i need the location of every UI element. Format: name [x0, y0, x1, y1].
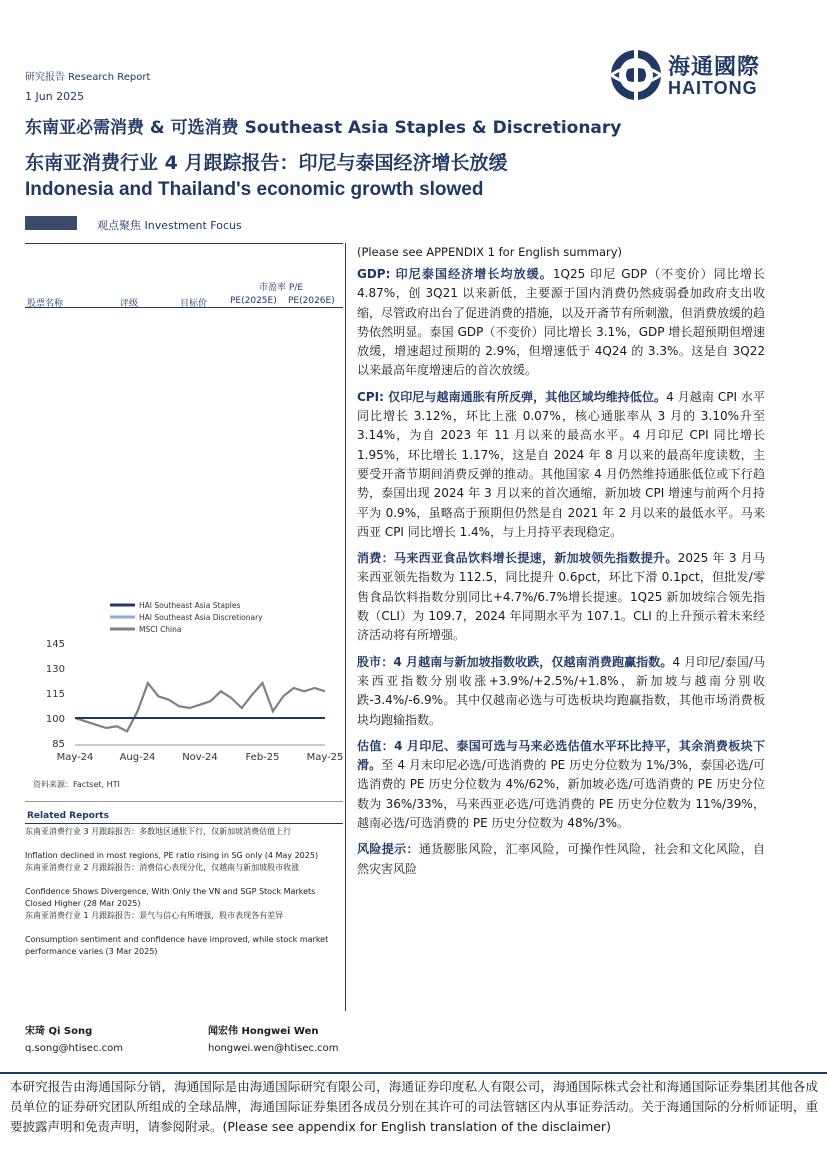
logo-text-cn: 海通國際: [668, 55, 761, 80]
summary-column: [357, 245, 765, 886]
chart-source: 资料来源：Factset, HTI: [33, 780, 120, 789]
pe-group-header: 市盈率 P/E: [259, 283, 304, 293]
column-separator: [345, 243, 346, 1011]
related-reports-title: Related Reports: [27, 811, 109, 821]
related-report-link[interactable]: Inflation declined in most regions, PE ratio rising in SG only (4 May 2025): [25, 851, 319, 860]
cpi-paragraph: [357, 388, 765, 542]
author-2: [208, 1023, 339, 1057]
risk-heading: 风险提示：: [357, 842, 419, 857]
disclaimer-footer: 本研究报告由海通国际分销，海通国际是由海通国际研究有限公司，海通证券印度私人有限公司，海通国际株式会社和海通国际证券集团其他各成员单位的证券研究团队所组成的全球品牌，海通国际证券集团各成员分别在其许可的司法管辖区内从事证券活动。关于海通国际的分析师证明，重要披露声明和免责声明，请参阅附录。(Please see appendix for English translation of the disclaimer): [10, 1079, 818, 1134]
related-report-link[interactable]: 东南亚消费行业 3 月跟踪报告：多数地区通胀下行，仅新加坡消费估值上行: [25, 827, 292, 836]
author-name: 闻宏伟 Hongwei Wen: [208, 1026, 319, 1037]
related-report-link[interactable]: Consumption sentiment and confidence have improved, while stock market performance varies (3 Mar 2025): [25, 935, 329, 956]
chart-bottom-rule: [25, 801, 343, 802]
related-report-link[interactable]: 东南亚消费行业 2 月跟踪报告：消费信心表现分化，仅越南与新加坡股市收涨: [25, 863, 300, 872]
related-report-link[interactable]: 东南亚消费行业 1 月跟踪报告：景气与信心有所增强，股市表现各有差异: [25, 911, 284, 920]
col-rating: 评级: [120, 299, 139, 309]
x-tick-label: Nov-24: [182, 752, 218, 763]
related-report-link[interactable]: Confidence Shows Divergence, With Only the VN and SGP Stock Markets Closed Higher (28 Mar 2025): [25, 887, 316, 908]
author-1: [25, 1023, 123, 1057]
col-target-price: 目标价: [180, 299, 208, 309]
report-title-en: Indonesia and Thailand's economic growth slowed: [25, 179, 484, 200]
y-tick-label: 100: [45, 714, 65, 725]
author-name: 宋琦 Qi Song: [25, 1026, 93, 1037]
y-tick-label: 145: [45, 639, 65, 650]
x-tick-label: Feb-25: [245, 752, 280, 763]
left-sidebar: [25, 243, 343, 1003]
risk-body: 通货膨胀风险，汇率风险，可操作性风险，社会和文化风险，自然灾害风险: [357, 842, 765, 876]
risk-paragraph: [357, 840, 765, 879]
x-tick-label: May-25: [306, 752, 343, 763]
legend-label: MSCI China: [139, 625, 182, 634]
cpi-heading: CPI: 仅印尼与越南通胀有所反弹，其他区域均维持低位。: [357, 389, 667, 404]
report-title-cn: 东南亚消费行业 4 月跟踪报告：印尼与泰国经济增长放缓: [25, 152, 508, 174]
legend-label: HAI Southeast Asia Discretionary: [139, 613, 263, 622]
y-tick-label: 115: [45, 689, 65, 700]
gdp-body: 1Q25 印尼 GDP（不变价）同比增长 4.87%，创 3Q21 以来新低，主要源于国内消费仍然疲弱叠加政府支出收缩，尽管政府出台了促进消费的措施，以及开斋节有所刺激，但消费放缓的趋势依然明显。泰国 GDP（不变价）同比增长 3.1%，GDP 增长超预期但增速放缓，增速超过预期的 2.9%，但增速低于 4Q24 的 3.3%。这是自 3Q22 以来最高年度增速后的首次放缓。: [357, 267, 766, 378]
focus-marker: [25, 216, 77, 230]
consumption-heading: 消费：马来西亚食品饮料增长提速，新加坡领先指数提升。: [357, 551, 678, 566]
x-tick-label: Aug-24: [119, 752, 156, 763]
author-email[interactable]: q.song@htisec.com: [25, 1043, 123, 1054]
related-reports-rule: [25, 823, 343, 824]
report-date: 1 Jun 2025: [25, 90, 85, 103]
table-header-rule: [25, 307, 343, 308]
stock-market-paragraph: [357, 653, 765, 730]
consumption-paragraph: [357, 549, 765, 645]
valuation-body: 至 4 月末印尼必选/可选消费的 PE 历史分位数为 1%/3%，泰国必选/可选消费的 PE 历史分位数为 4%/62%，新加坡必选/可选消费的 PE 历史分位数为 36%/33%，马来西亚必选/可选消费的 PE 历史分位数为 11%/39%，越南必选/可选消费的 PE 历史分位数为 48%/3%。: [357, 758, 765, 831]
y-tick-label: 130: [45, 664, 65, 675]
report-type: 研究报告 Research Report: [25, 72, 151, 83]
valuation-paragraph: [357, 737, 765, 833]
consumption-body: 2025 年 3 月马来西亚领先指数为 112.5，同比提升 0.6pct，环比下滑 0.1pct，但批发/零售食品饮料指数分别同比+4.7%/6.7%增长提速。1Q25 新加坡综合领先指数（CLI）为 109.7，2024 年同期水平为 107.1。CLI 的上升预示着未来经济活动将有所增强。: [357, 551, 765, 643]
gdp-heading: GDP: 印尼泰国经济增长均放缓。: [357, 267, 553, 281]
legend-label: HAI Southeast Asia Staples: [139, 601, 241, 610]
sector-title: 东南亚必需消费 & 可选消费 Southeast Asia Staples & Discretionary: [25, 118, 622, 138]
gdp-paragraph: [357, 265, 765, 381]
appendix-note: (Please see APPENDIX 1 for English summary): [357, 245, 623, 259]
stock-market-body: 4 月印尼/泰国/马来西亚指数分别收涨+3.9%/+2.5%/+1.8%，新加坡与越南分别收跌-3.4%/-6.9%。其中仅越南必选与可选板块均跑赢指数，其他市场消费板块均跑输指数。: [357, 654, 765, 727]
investment-focus-label: 观点聚焦 Investment Focus: [97, 219, 242, 232]
logo-text-en: HAITONG: [668, 78, 758, 98]
logo-mark-icon: [608, 48, 664, 102]
footer-rule: [0, 1072, 827, 1074]
valuation-heading: 估值：4 月印尼、泰国可选与马来必选估值水平环比持平，其余消费板块下滑。: [357, 738, 765, 773]
haitong-logo: [608, 48, 768, 102]
table-top-rule: [25, 243, 343, 244]
col-pe-2025: PE(2025E): [230, 296, 277, 306]
x-tick-label: May-24: [56, 752, 94, 763]
cpi-body: 4 月越南 CPI 水平同比增长 3.12%，环比上涨 0.07%，核心通胀率从 3 月的 3.10%升至 3.14%，为自 2023 年 11 月以来的最高水平。4 月印尼 CPI 同比增长 1.95%，环比增长 1.17%，这是自 2024 年 8 月以来的最高年度读数，主要受开斋节期间消费反弹的推动。其他国家 4 月仍然维持通胀低位或下行趋势，泰国出现 2024 年 3 月以来的首次通缩，新加坡 CPI 增速与前两个月持平为 0.9%，虽略高于预期但仍然是自 2021 年 2 月以来的最低水平。马来西亚 CPI 同比增长 1.4%，与上月持平表现稳定。: [357, 389, 766, 539]
y-tick-label: 85: [52, 739, 65, 750]
author-email[interactable]: hongwei.wen@htisec.com: [208, 1043, 339, 1054]
performance-chart: [25, 593, 343, 773]
col-stock-name: 股票名称: [27, 299, 64, 309]
col-pe-2026: PE(2026E): [288, 296, 335, 306]
series-line-3: [75, 683, 325, 731]
stock-market-heading: 股市：4 月越南与新加坡指数收跌，仅越南消费跑赢指数。: [357, 654, 673, 669]
